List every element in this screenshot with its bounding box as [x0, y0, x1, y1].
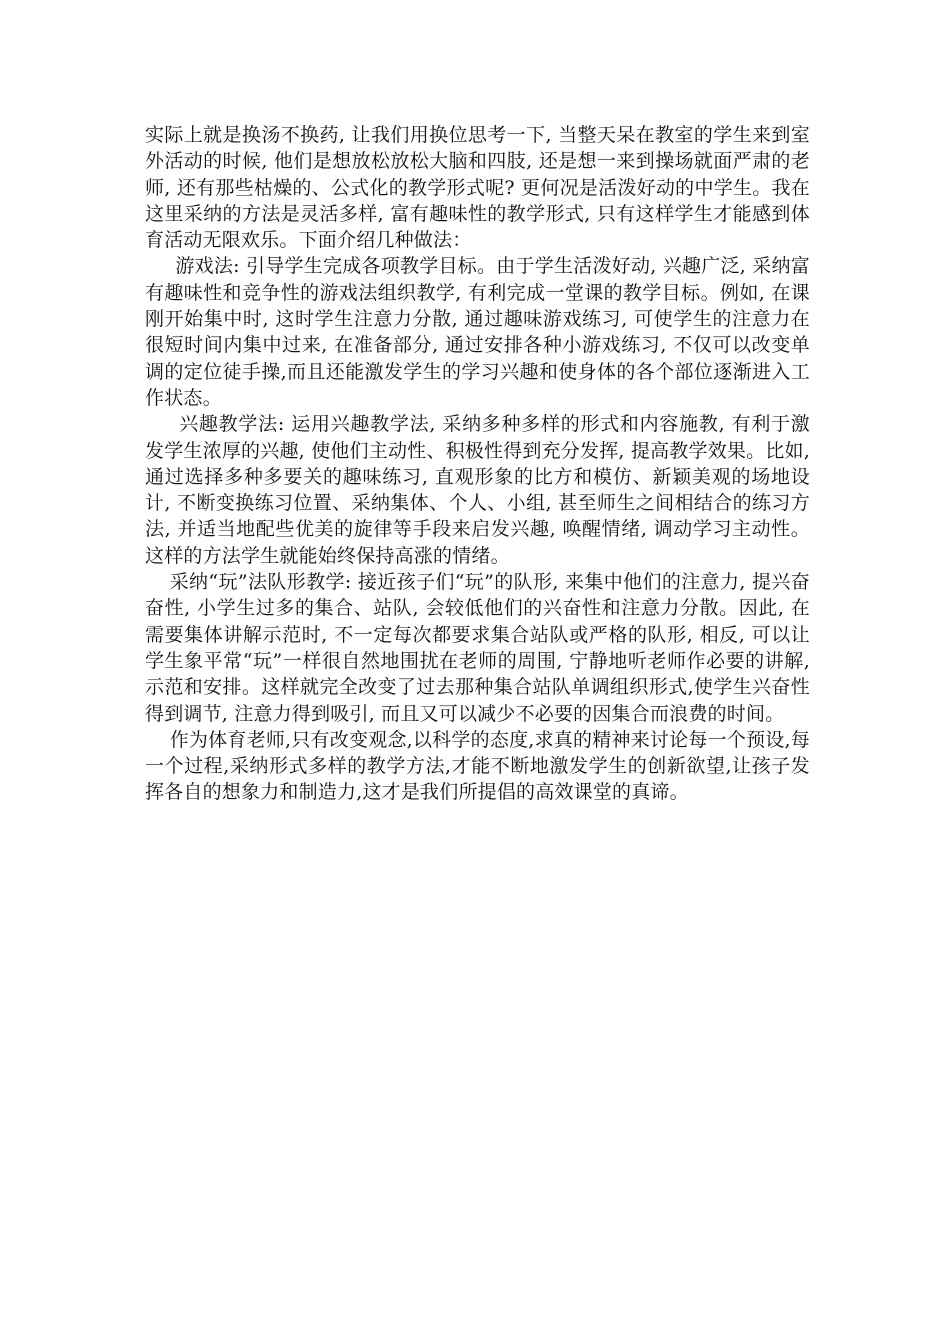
document-body [145, 122, 810, 806]
paragraph-interest-method: 兴趣教学法: 运用兴趣教学法, 采纳多种多样的形式和内容施教, 有利于激发学生浓厚的兴趣, 使他们主动性、积极性得到充分发挥, 提高教学效果。比如, 通过选择多种多要关的趣味练习, 直观形象的比方和模仿、新颖美观的场地设计, 不断变换练习位置、采纳集体、个人、小组, 甚至师生之间相结合的练习方法, 并适当地配些优美的旋律等手段来启发兴趣, 唤醒情绪, 调动学习主动性。这样的方法学生就能始终保持高涨的情绪。 [145, 413, 810, 567]
paragraph-play-formation: 采纳“玩”法队形教学: 接近孩子们“玩”的队形, 来集中他们的注意力, 提兴奋奋性, 小学生过多的集合、站队, 会较低他们的兴奋性和注意力分散。因此, 在需要集体讲解示范时, 不一定每次都要求集合站队或严格的队形, 相反, 可以让学生象平常“玩”一样很自然地围扰在老师的周围, 宁静地听老师作必要的讲解, 示范和安排。这样就完全改变了过去那种集合站队单调组织形式,使学生兴奋性得到调节, 注意力得到吸引, 而且又可以减少不必要的因集合而浪费的时间。 [145, 571, 810, 725]
paragraph-game-method: 游戏法: 引导学生完成各项教学目标。由于学生活泼好动, 兴趣广泛, 采纳富有趣味性和竞争性的游戏法组织教学, 有利完成一堂课的教学目标。例如, 在课刚开始集中时, 这时学生注意力分散, 通过趣味游戏练习, 可使学生的注意力在很短时间内集中过来, 在准备部分, 通过安排各种小游戏练习, 不仅可以改变单调的定位徒手操,而且还能激发学生的学习兴趣和使身体的各个部位逐渐进入工作状态。 [145, 255, 810, 409]
paragraph-conclusion: 作为体育老师,只有改变观念,以科学的态度,求真的精神来讨论每一个预设,每一个过程,采纳形式多样的教学方法,才能不断地激发学生的创新欲望,让孩子发挥各自的想象力和制造力,这才是我们所提倡的高效课堂的真谛。 [145, 728, 810, 804]
paragraph-intro: 实际上就是换汤不换药, 让我们用换位思考一下, 当整天呆在教室的学生来到室外活动的时候, 他们是想放松放松大脑和四肢, 还是想一来到操场就面严肃的老师, 还有那些枯燥的、公式化的教学形式呢? 更何况是活泼好动的中学生。我在这里采纳的方法是灵活多样, 富有趣味性的教学形式, 只有这样学生才能感到体育活动无限欢乐。下面介绍几种做法： [145, 124, 810, 252]
